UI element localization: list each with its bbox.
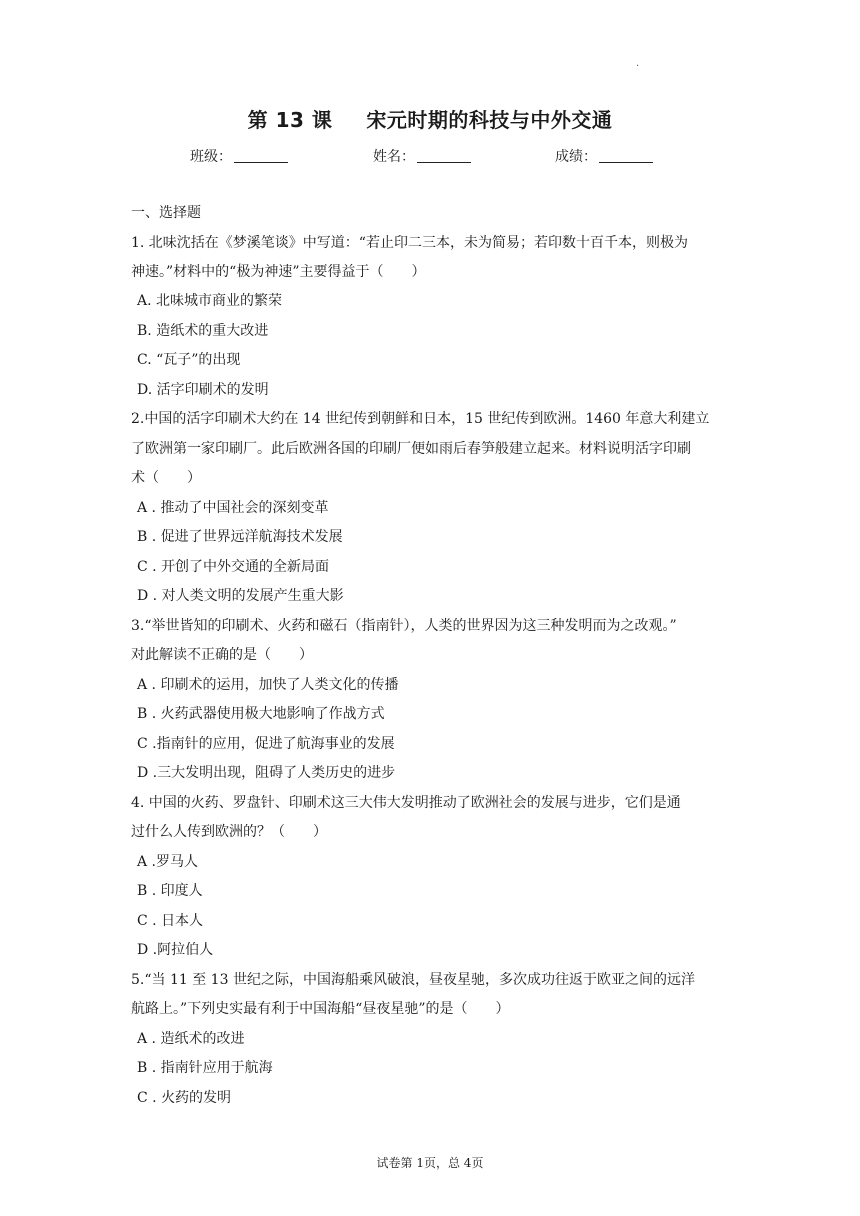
lesson-topic: 宋元时期的科技与中外交通 [366, 108, 613, 132]
lesson-number: 第 13 课 [247, 108, 333, 132]
question-4-option-c: C . 日本人 [137, 913, 204, 929]
page-title [0, 104, 860, 133]
name-label: 姓名： [373, 149, 415, 165]
score-blank [599, 148, 653, 163]
question-4-option-a: A .罗马人 [137, 854, 199, 870]
question-3-option-c: C .指南针的应用，促进了航海事业的发展 [137, 736, 395, 752]
question-2-option-a: A . 推动了中国社会的深刻变革 [137, 500, 329, 516]
question-1-option-b: B. 造纸术的重大改进 [137, 323, 269, 339]
question-3-option-d: D .三大发明出现，阻碍了人类历史的进步 [137, 765, 396, 781]
question-5-option-c: C . 火药的发明 [137, 1090, 232, 1106]
question-1-line-2: 神速。”材料中的“极为神速”主要得益于（ ） [131, 264, 426, 280]
question-3-line-1: 3.“举世皆知的印刷术、火药和磁石（指南针），人类的世界因为这三种发明而为之改观。” [131, 618, 677, 634]
question-2-line-2: 了欧洲第一家印刷厂。此后欧洲各国的印刷厂便如雨后春笋般建立起来。材料说明活字印刷 [131, 441, 691, 457]
question-4-option-d: D .阿拉伯人 [137, 942, 214, 958]
question-2-option-b: B . 促进了世界远洋航海技术发展 [137, 529, 343, 545]
class-blank [234, 148, 288, 163]
question-2-line-3: 术（ ） [131, 470, 201, 486]
section-heading: 一、选择题 [131, 205, 201, 221]
page-footer: 试卷第 1页，总 4页 [376, 1156, 484, 1170]
corner-dot: . [636, 58, 640, 69]
question-1-option-c: C. “瓦子”的出现 [137, 352, 241, 368]
question-1-option-a: A. 北味城市商业的繁荣 [137, 293, 283, 309]
question-2-option-c: C . 开创了中外交通的全新局面 [137, 559, 330, 575]
score-label: 成绩： [555, 149, 597, 165]
question-1-option-d: D. 活字印刷术的发明 [137, 382, 269, 398]
question-4-line-2: 过什么人传到欧洲的？（ ） [131, 824, 327, 840]
class-field [190, 146, 288, 166]
question-5-option-a: A . 造纸术的改进 [137, 1031, 245, 1047]
question-3-option-b: B . 火药武器使用极大地影响了作战方式 [137, 706, 385, 722]
question-3-line-2: 对此解读不正确的是（ ） [131, 647, 313, 663]
question-5-line-2: 航路上。”下列史实最有利于中国海船“昼夜星驰”的是（ ） [131, 1001, 510, 1017]
question-5-line-1: 5.“当 11 至 13 世纪之际，中国海船乘风破浪，昼夜星驰，多次成功往返于欧亚之间的远洋 [131, 972, 695, 988]
name-field [373, 146, 471, 166]
question-4-line-1: 4. 中国的火药、罗盘针、印刷术这三大伟大发明推动了欧洲社会的发展与进步，它们是通 [131, 795, 681, 811]
name-blank [417, 148, 471, 163]
class-label: 班级： [190, 149, 232, 165]
question-2-line-1: 2.中国的活字印刷术大约在 14 世纪传到朝鲜和日本，15 世纪传到欧洲。1460 年意大利建立 [131, 411, 710, 427]
question-4-option-b: B . 印度人 [137, 883, 203, 899]
question-2-option-d: D . 对人类文明的发展产生重大影 [137, 588, 344, 604]
score-field [555, 146, 653, 166]
question-5-option-b: B . 指南针应用于航海 [137, 1060, 273, 1076]
question-3-option-a: A . 印刷术的运用，加快了人类文化的传播 [137, 677, 399, 693]
question-1-line-1: 1. 北味沈括在《梦溪笔谈》中写道：“若止印二三本，未为简易；若印数十百千本，则极为 [131, 235, 688, 251]
